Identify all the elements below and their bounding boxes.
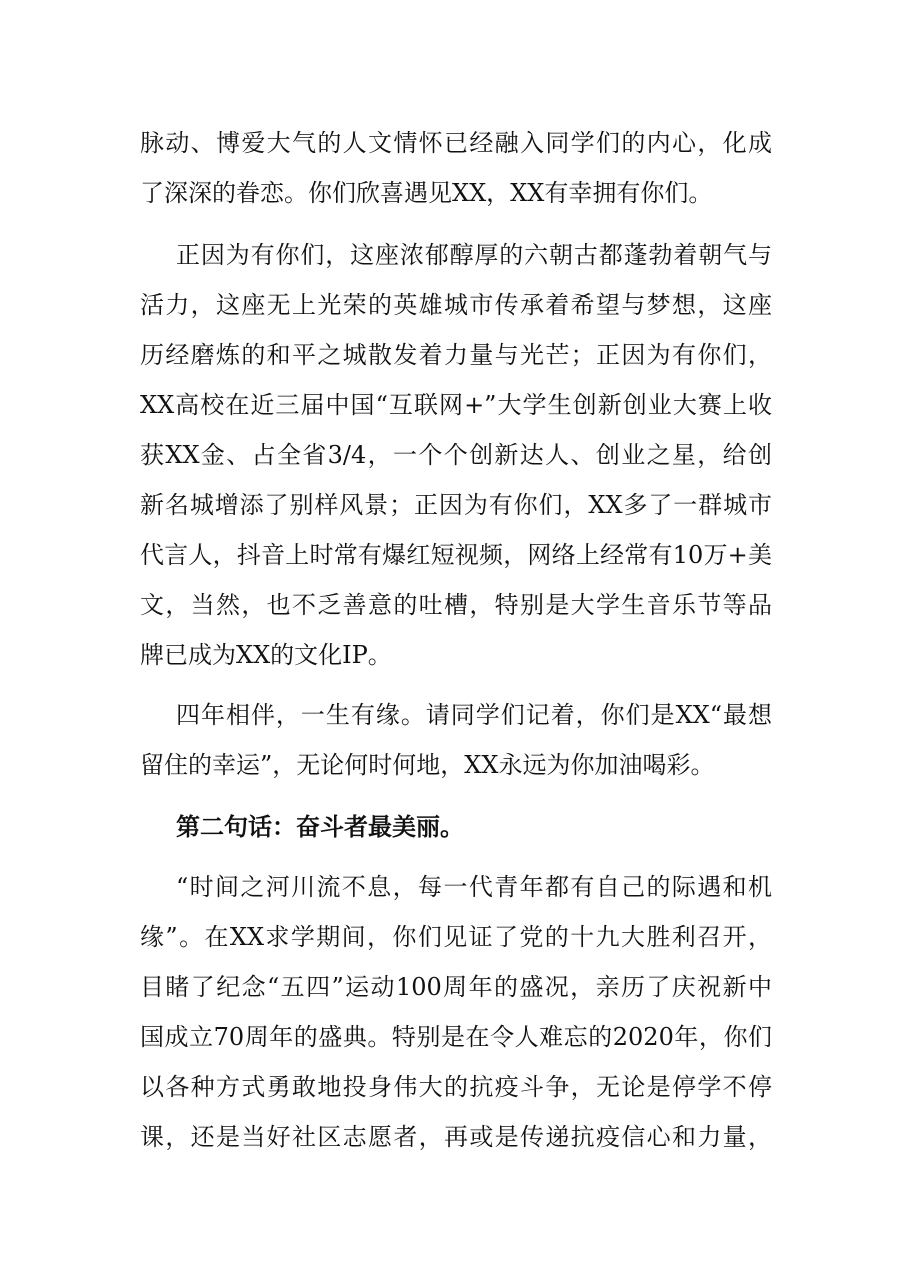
- text-line: 牌已成为XX的文化IP。: [140, 641, 392, 669]
- text-line: 缘”。在XX求学期间，你们见证了党的十九大胜利召开，: [140, 923, 772, 951]
- text-line: 脉动、博爱大气的人文情怀已经融入同学们的内心，化成: [140, 129, 772, 157]
- text-line: 新名城增添了别样风景；正因为有你们，XX多了一群城市: [140, 491, 772, 519]
- text-line: 国成立70周年的盛典。特别是在令人难忘的2020年，你们: [140, 1023, 772, 1051]
- text-line: 获XX金、占全省3/4，一个个创新达人、创业之星，给创: [140, 441, 772, 469]
- text-line: 活力，这座无上光荣的英雄城市传承着希望与梦想，这座: [140, 291, 772, 319]
- text-line: 历经磨炼的和平之城散发着力量与光芒；正因为有你们，: [140, 341, 772, 369]
- section-heading: 第二句话：奋斗者最美丽。: [176, 813, 464, 841]
- text-line: 以各种方式勇敢地投身伟大的抗疫斗争，无论是停学不停: [140, 1073, 772, 1101]
- text-line: 留住的幸运”，无论何时何地，XX永远为你加油喝彩。: [140, 751, 715, 779]
- text-line: 课，还是当好社区志愿者，再或是传递抗疫信心和力量，: [140, 1123, 772, 1151]
- paragraph-first-line: “时间之河川流不息，每一代青年都有自己的际遇和机: [176, 873, 772, 901]
- paragraph-first-line: 四年相伴，一生有缘。请同学们记着，你们是XX“最想: [176, 701, 772, 729]
- paragraph-first-line: 正因为有你们，这座浓郁醇厚的六朝古都蓬勃着朝气与: [176, 241, 772, 269]
- text-line: XX高校在近三届中国“互联网+”大学生创新创业大赛上收: [140, 391, 772, 419]
- text-line: 了深深的眷恋。你们欣喜遇见XX，XX有幸拥有你们。: [140, 179, 713, 207]
- text-line: 目睹了纪念“五四”运动100周年的盛况，亲历了庆祝新中: [140, 973, 772, 1001]
- text-line: 文，当然，也不乏善意的吐槽，特别是大学生音乐节等品: [140, 591, 772, 619]
- text-line: 代言人，抖音上时常有爆红短视频，网络上经常有10万+美: [140, 541, 772, 569]
